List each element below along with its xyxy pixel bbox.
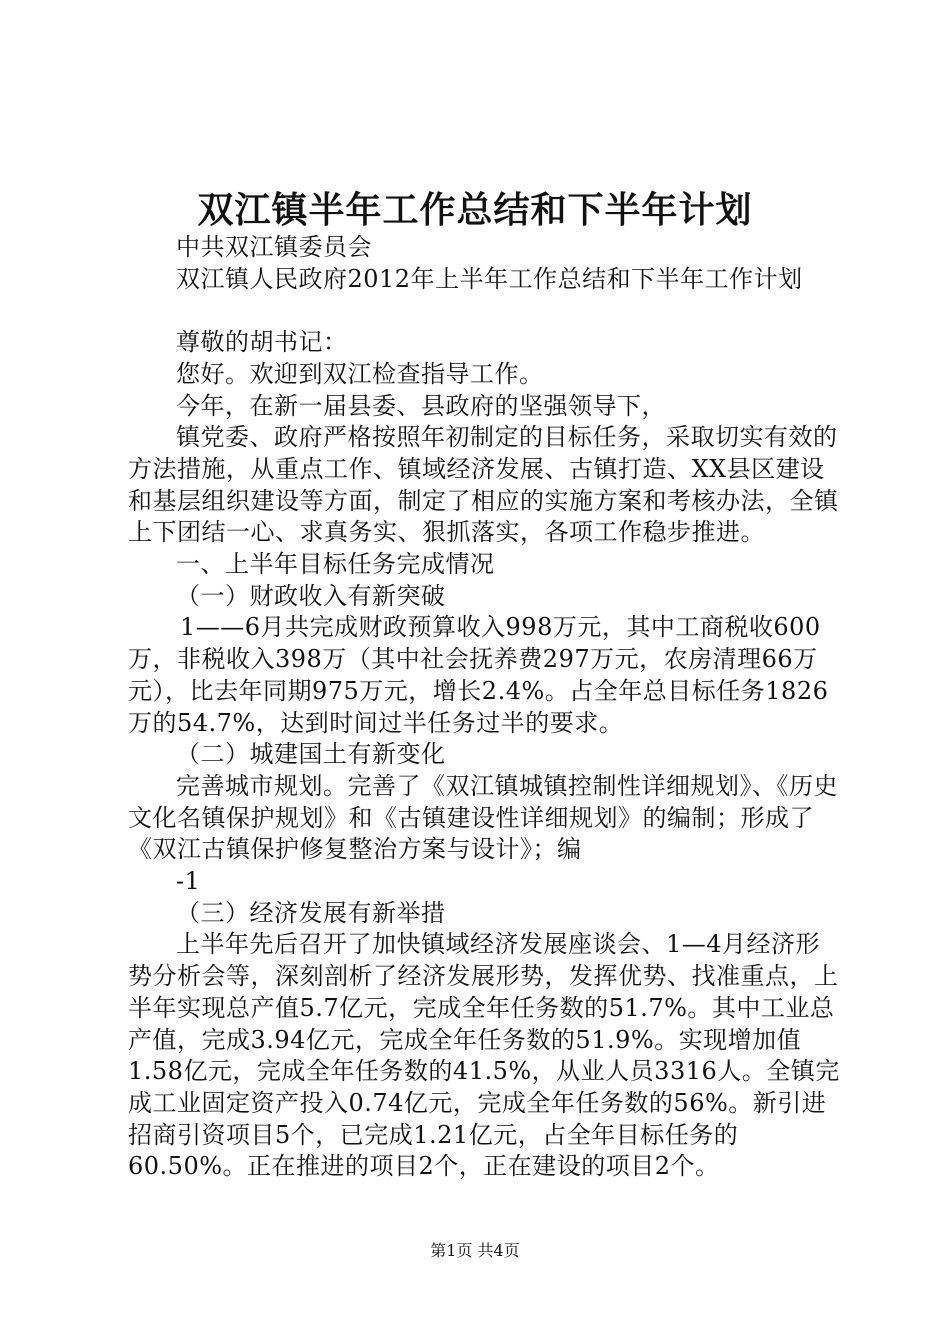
salutation: 尊敬的胡书记：: [176, 328, 348, 357]
paragraph: 今年，在新一届县委、县政府的坚强领导下，: [176, 391, 666, 420]
paragraph: 双江镇人民政府2012年上半年工作总结和下半年工作计划: [176, 264, 803, 293]
paragraph: 您好。欢迎到双江检查指导工作。: [176, 359, 544, 388]
subsection-heading: （二）城建国土有新变化: [176, 740, 446, 769]
paragraph: 镇党委、政府严格按照年初制定的目标任务，采取切实有效的方法措施，从重点工作、镇域经济发展、古镇打造、XX县区建设和基层组织建设等方面，制定了相应的实施方案和考核办法，全镇上下团结一心、求真务实、狠抓落实，各项工作稳步推进。: [128, 423, 839, 547]
paragraph: 中共双江镇委员会: [176, 233, 372, 261]
blank-line: [128, 295, 840, 327]
document-body: [128, 232, 840, 1183]
paragraph: 完善城市规划。完善了《双江镇城镇控制性详细规划》、《历史文化名镇保护规划》和《古镇建设性详细规划》的编制；形成了《双江古镇保护修复整治方案与设计》；编: [128, 771, 838, 864]
paragraph: 上半年先后召开了加快镇域经济发展座谈会、1—4月经济形势分析会等，深刻剖析了经济发展形势，发挥优势、找准重点，上半年实现总产值5.7亿元，完成全年任务数的51.7%。其中工业总产值，完成3.94亿元，完成全年任务数的51.9%。实现增加值1.58亿元，完成全年任务数的41.5%，从业人员3316人。全镇完成工业固定资产投入0.74亿元，完成全年任务数的56%。新引进招商引资项目5个，已完成1.21亿元，占全年目标任务的60.50%。正在推进的项目2个，正在建设的项目2个。: [128, 930, 840, 1181]
page-number-footer: 第1页 共4页: [430, 1241, 520, 1260]
section-heading: 一、上半年目标任务完成情况: [176, 550, 495, 579]
subsection-heading: （一）财政收入有新突破: [176, 581, 446, 610]
page-marker: -1: [176, 867, 201, 896]
paragraph: 1——6月共完成财政预算收入998万元，其中工商税收600万，非税收入398万（其中社会抚养费297万元，农房清理66万元），比去年同期975万元，增长2.4%。占全年总目标任务1826万的54.7%，达到时间过半任务过半的要求。: [128, 613, 829, 737]
subsection-heading: （三）经济发展有新举措: [176, 898, 446, 927]
document-title: 双江镇半年工作总结和下半年计划: [197, 189, 753, 231]
